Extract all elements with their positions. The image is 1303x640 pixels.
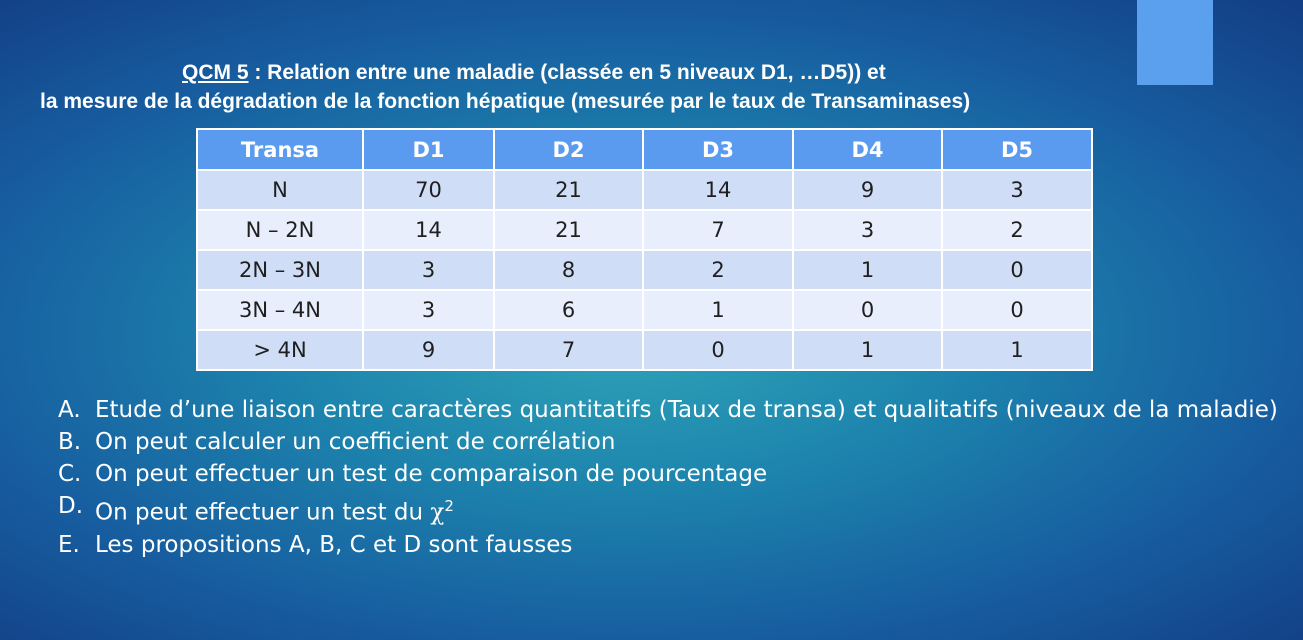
column-header: Transa — [197, 129, 363, 170]
table-cell: 2N – 3N — [197, 250, 363, 290]
table-cell: 14 — [363, 210, 494, 250]
table-cell: 2 — [942, 210, 1092, 250]
table-cell: 2 — [643, 250, 793, 290]
table-cell: 8 — [494, 250, 643, 290]
table-cell: 1 — [793, 330, 942, 370]
option-text: On peut effectuer un test de comparaison de pourcentage — [95, 461, 768, 487]
chi-exponent: 2 — [444, 497, 454, 515]
accent-block — [1137, 0, 1213, 85]
table-cell: 7 — [494, 330, 643, 370]
table-cell: 9 — [363, 330, 494, 370]
table-cell: N — [197, 170, 363, 210]
option-text: Etude d’une liaison entre caractères quantitatifs (Taux de transa) et qualitatifs (niveaux de la maladie) — [95, 397, 1278, 423]
answer-option-d — [58, 490, 1293, 529]
answer-option-e — [58, 529, 1293, 561]
qcm-label: QCM 5 — [182, 61, 249, 84]
table-cell: 21 — [494, 210, 643, 250]
table-row — [197, 330, 1092, 370]
column-header: D5 — [942, 129, 1092, 170]
option-letter: B. — [58, 429, 82, 455]
table-cell: 0 — [942, 250, 1092, 290]
table-cell: 21 — [494, 170, 643, 210]
table-cell: 0 — [942, 290, 1092, 330]
column-header: D2 — [494, 129, 643, 170]
table-cell: 9 — [793, 170, 942, 210]
answer-options — [58, 394, 1293, 561]
table-cell: 7 — [643, 210, 793, 250]
option-letter: A. — [58, 397, 81, 423]
option-text: On peut calculer un coefficient de corrélation — [95, 429, 616, 455]
table-cell: 1 — [793, 250, 942, 290]
table-cell: N – 2N — [197, 210, 363, 250]
answer-option-b — [58, 426, 1293, 458]
option-letter: C. — [58, 461, 82, 487]
table-cell: 3 — [363, 250, 494, 290]
table-cell: 1 — [942, 330, 1092, 370]
option-text: Les propositions A, B, C et D sont fausses — [95, 531, 573, 558]
table-cell: 0 — [643, 330, 793, 370]
column-header: D1 — [363, 129, 494, 170]
table-cell: 14 — [643, 170, 793, 210]
option-text: On peut effectuer un test du — [95, 499, 431, 526]
title-line-1-text: : Relation entre une maladie (classée en 5 niveaux D1, …D5)) et — [248, 61, 886, 84]
option-letter: D. — [58, 493, 84, 519]
option-letter: E. — [58, 531, 80, 558]
table-cell: > 4N — [197, 330, 363, 370]
title-line-2: la mesure de la dégradation de la fonction hépatique (mesurée par le taux de Transaminases) — [40, 90, 971, 113]
table-row — [197, 250, 1092, 290]
table-header-row — [197, 129, 1092, 170]
table-cell: 3N – 4N — [197, 290, 363, 330]
column-header: D4 — [793, 129, 942, 170]
answer-option-a — [58, 394, 1293, 426]
table-cell: 1 — [643, 290, 793, 330]
table-cell: 6 — [494, 290, 643, 330]
column-header: D3 — [643, 129, 793, 170]
table-row — [197, 290, 1092, 330]
table-cell: 3 — [942, 170, 1092, 210]
table-row — [197, 170, 1092, 210]
table-cell: 3 — [793, 210, 942, 250]
title-line-1 — [182, 58, 886, 87]
table-cell: 3 — [363, 290, 494, 330]
chi-symbol: χ — [430, 499, 445, 526]
table-row — [197, 210, 1092, 250]
data-table — [196, 128, 1093, 371]
option-text-with-chi — [95, 490, 1293, 529]
answer-option-c — [58, 458, 1293, 490]
table-cell: 0 — [793, 290, 942, 330]
table-cell: 70 — [363, 170, 494, 210]
